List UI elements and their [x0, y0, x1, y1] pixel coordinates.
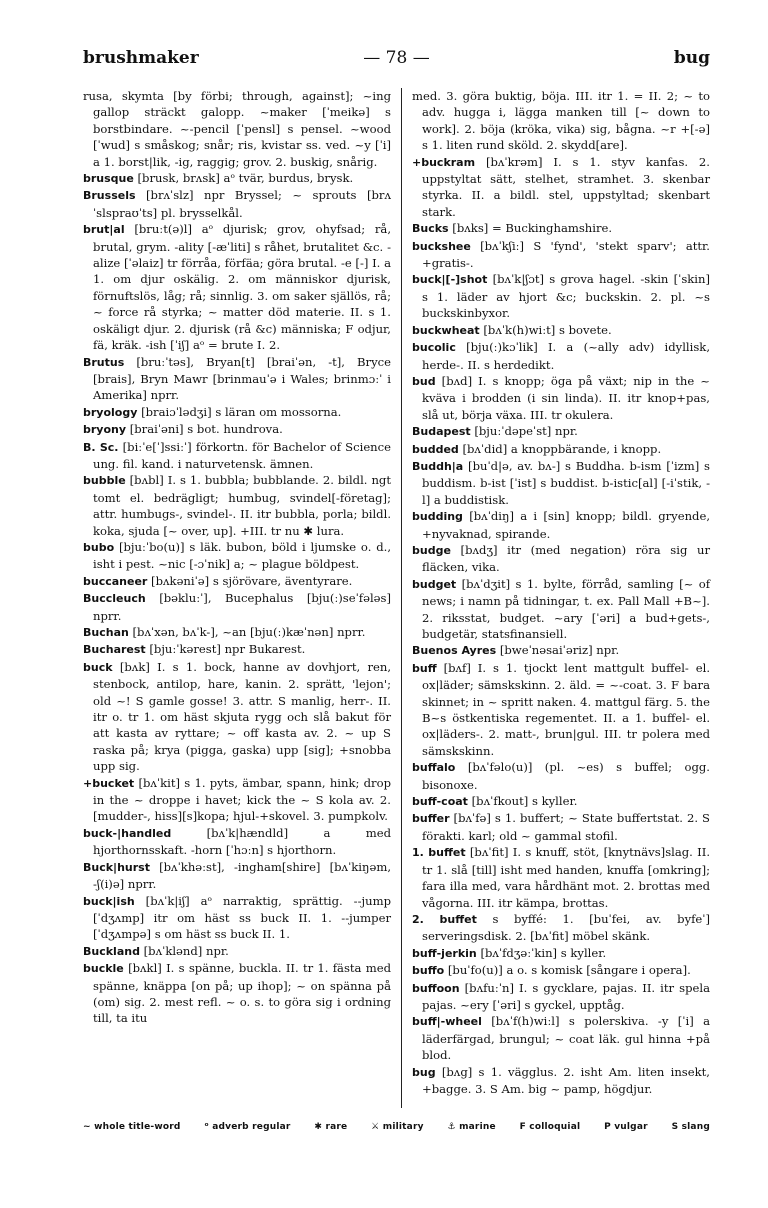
right-column: [412, 88, 710, 1097]
entry-definition: [bjuːˈdəpeˈst] npr.: [474, 424, 578, 439]
entry-definition: [bʌˈk|hændld] a med hjorthornsskaft. -horn [ˈhɔːn] s hjorthorn.: [93, 825, 392, 858]
dictionary-entry: [412, 759, 710, 793]
headword: 1. buffet: [412, 846, 466, 860]
page-header: [83, 48, 710, 74]
headword: buffer: [412, 812, 450, 826]
entry-definition: [bju(ː)kɔˈlik] I. a (~ally adv) idyllisk, herde-. II. s herdedikt.: [422, 340, 711, 372]
headword: Buck|hurst: [83, 860, 150, 874]
headword: Brutus: [83, 355, 125, 369]
dictionary-entry: [412, 238, 710, 272]
entry-definition: [bʌˈkrəm] I. s 1. styv kanfas. 2. uppstyltat sätt, stelhet, stramhet. 3. skenbar styrka. II. a bildl. stel, uppstyltad; skenbart stark.: [422, 154, 710, 219]
headword: Buddh|a: [412, 459, 464, 473]
entry-definition: [bʌˈfit] I. s knuff, stöt, [knytnävs]slag. II. tr 1. slå [till] isht med handen, knuffa [omkring]; fara illa med, vara hårdhänt mot. 2. brottas med vågorna. III. itr kämpa, brottas.: [422, 845, 710, 910]
dictionary-entry: [83, 641, 391, 658]
headword: buffalo: [412, 761, 456, 775]
headword: buff: [412, 661, 437, 675]
entry-definition: [bʌd] I. s knopp; öga på växt; nip in the ~ kväva i brodden (i sin linda). II. itr knop+pas, slå ut, börja växa. III. tr okulera.: [422, 373, 710, 422]
entry-definition: [biːˈe[ˈ]ssiːˈ] förkortn. för Bachelor of Science ung. fil. kand. i naturvetensk. ämnen.: [93, 439, 392, 471]
entry-definition: [bʌdʒ] itr (med negation) röra sig ur fläcken, vika.: [422, 542, 710, 575]
header-guide-word-right: bug: [673, 48, 710, 68]
page-number: — 78 —: [363, 48, 430, 68]
entry-definition: [bʌˈkʃiː] S 'fynd', 'stekt sparv'; attr. +gratis-.: [422, 238, 710, 271]
entry-definition: [bʌˈdʒit] s 1. bylte, förråd, samling [~ of news; i namn på tidningar, t. ex. Pall Mall +B~]. 2. riksstat, budget. ~ary [ˈəri] a bud+gets-, budgetär, statsfinansiell.: [422, 576, 710, 641]
headword: B. Sc.: [83, 440, 119, 454]
headword: bud: [412, 374, 436, 388]
dictionary-entry: [412, 373, 710, 423]
dictionary-entry: [83, 960, 391, 1027]
left-column: [83, 88, 391, 1027]
headword: buckwheat: [412, 323, 480, 337]
headword: budded: [412, 442, 459, 456]
headword: budget: [412, 577, 457, 591]
entry-definition: [bʌˈklənd] npr.: [143, 943, 229, 958]
dictionary-entry: [412, 322, 710, 339]
dictionary-entry: [83, 170, 391, 187]
headword: +buckram: [412, 155, 476, 169]
dictionary-entry: [412, 844, 710, 911]
headword: buffoon: [412, 981, 460, 995]
headword: bubble: [83, 474, 126, 488]
dictionary-entry: [412, 945, 710, 962]
dictionary-entry: [83, 88, 391, 170]
headword: Buchan: [83, 626, 129, 639]
legend-item: S slang: [671, 1122, 710, 1132]
dictionary-entry: [412, 423, 710, 440]
dictionary-entry: [83, 472, 391, 539]
entry-definition: [bʌkl] I. s spänne, buckla. II. tr 1. fästa med spänne, knäppa [on på; up ihop]; ~ on spänna på (om) sig. 2. mest refl. ~ o. s. to göra sig i ordning till, ta itu: [93, 961, 392, 1026]
entry-definition: [bʌˈk(h)wiːt] s bovete.: [483, 322, 612, 337]
dictionary-entry: [83, 943, 391, 960]
entry-definition: [bʌˈkhəːst], -ingham[shire] [bʌˈkiŋəm, -ʃ(i)ə] nprr.: [93, 859, 392, 892]
legend-item: ✱ rare: [314, 1122, 348, 1132]
dictionary-entry: [412, 962, 710, 979]
headword: buff-coat: [412, 795, 468, 809]
headword: buckshee: [412, 239, 471, 253]
dictionary-entry: [412, 220, 710, 237]
entry-definition: [bʌkəniˈə] s sjörövare, äventyrare.: [151, 573, 353, 588]
dictionary-entry: [412, 660, 710, 759]
entry-definition: [bʌˈfəlo(u)] (pl. ~es) s buffel; ogg. bisonoxe.: [422, 760, 710, 792]
entry-definition: [bʌˈxən, bʌˈk-], ~an [bju(ː)kæˈnən] nprr.: [132, 625, 366, 639]
dictionary-entry: [83, 573, 391, 590]
entry-definition: rusa, skymta [by förbi; through, against]; ~ing gallop sträckt galopp. ~maker [ˈmeikə] s borstbindare. ~-pencil [ˈpensl] s pensel. ~wood [ˈwud] s småskog; snår; ris, kvistar ss. ved. ~y [ˈi] a 1. borst|lik, -ig, raggig; grov. 2. buskig, snårig.: [83, 89, 391, 169]
legend-item: ~ whole title-word: [83, 1122, 181, 1132]
headword: bug: [412, 1065, 436, 1079]
entry-definition: [bʌˈf(h)wiːl] s polerskiva. -y [ˈi] a läderfärgad, brungul; ~ coat läk. gul hinna +på blod.: [422, 1014, 710, 1063]
dictionary-entry: [83, 221, 391, 353]
headword: bucolic: [412, 341, 456, 355]
entry-definition: [bʌk] I. s 1. bock, hanne av dovhjort, ren, stenbock, antilop, hare, kanin. 2. sprätt, 'lejon'; old ~! S gamle gosse! 3. attr. S manlig, herr-. II. itr o. tr 1. om häst skjuta rygg och slå bakut för att kasta av ryttare; ~ off kasta av. 2. ~ up S raska på; krya (pigga, gaska) upp [sig]; +snobba upp sig.: [93, 659, 392, 774]
dictionary-entry: [412, 980, 710, 1014]
entry-definition: [bʌˈkit] s 1. pyts, ämbar, spann, hink; drop in the ~ droppe i havet; kick the ~ S kola av. 2. [mudder-, hiss][s]kopa; hjul-+skovel. 3. pumpkolv.: [93, 775, 391, 824]
entry-definition: [bʌg] s 1. vägglus. 2. isht Am. liten insekt, +bagge. 3. S Am. big ~ pamp, högdjur.: [422, 1064, 710, 1096]
headword: Buckland: [83, 944, 140, 958]
entry-definition: [bʌˈfə] s 1. buffert; ~ State buffertstat. 2. S förakti. karl; old ~ gammal stofil.: [422, 811, 711, 843]
entry-definition: [braiˈəni] s bot. hundrova.: [129, 422, 283, 437]
dictionary-entry: [83, 187, 391, 221]
entry-definition: [bʌˈdiŋ] a i [sin] knopp; bildl. gryende, +nyvaknad, spirande.: [422, 509, 711, 541]
dictionary-entry: [83, 859, 391, 893]
entry-definition: [brusk, brʌsk] aᵒ tvär, burdus, brysk.: [137, 171, 354, 186]
legend-item: ᵒ adverb regular: [204, 1122, 291, 1132]
headword: buck|ish: [83, 894, 135, 908]
entry-definition: s byffé: 1. [buˈfei, av. byfeˈ] serveringsdisk. 2. [bʌˈfit] möbel skänk.: [422, 911, 711, 944]
dictionary-entry: [83, 775, 391, 825]
dictionary-entry: [83, 439, 391, 473]
entry-definition: [braiɔˈlədʒi] s läran om mossorna.: [141, 404, 342, 419]
dictionary-entry: [83, 624, 391, 641]
headword: buffo: [412, 964, 445, 978]
dictionary-entry: [83, 421, 391, 438]
headword: budding: [412, 510, 463, 524]
dictionary-entry: [412, 642, 710, 659]
headword: buff-jerkin: [412, 946, 477, 960]
dictionary-entry: [412, 458, 710, 508]
entry-definition: [bʌˈk|ʃɔt] s grova hagel. -skin [ˈskin] s 1. läder av hjort &c; buckskin. 2. pl. ~s buckskinbyxor.: [422, 272, 711, 321]
entry-definition: med. 3. göra buktig, böja. III. itr 1. = II. 2; ~ to adv. hugga i, lägga manken till [~ down to work]. 2. böja (kröka, vika) sig, bågna. ~r +[-ə] s 1. liten rund sköld. 2. skydd[are].: [412, 89, 710, 153]
headword: buff|-wheel: [412, 1015, 482, 1029]
entry-definition: [bweˈnəsaiˈəriz] npr.: [499, 643, 620, 658]
dictionary-entry: [83, 404, 391, 421]
headword: Buenos Ayres: [412, 644, 497, 658]
dictionary-entry: [83, 539, 391, 573]
entry-definition: [bʌfuːˈn] I. s gycklare, pajas. II. itr spela pajas. ~ery [ˈəri] s gyckel, upptåg.: [422, 980, 710, 1012]
dictionary-entry: [412, 911, 710, 945]
headword: buck-|handled: [83, 826, 172, 840]
entry-definition: [bʌbl] I. s 1. bubbla; bubblande. 2. bildl. ngt tomt el. bedrägligt; humbug, svindel[-företag]; attr. humbugs-, svindel-. II. itr bubbla, porla; bildl. koka, sjuda [~ over, up]. +III. tr nu ✱ lura.: [93, 473, 391, 538]
dictionary-entry: [412, 810, 710, 844]
headword: Brussels: [83, 189, 136, 203]
headword: bubo: [83, 540, 115, 554]
headword: Buccleuch: [83, 592, 146, 606]
dictionary-entry: [412, 542, 710, 576]
dictionary-entry: [412, 271, 710, 321]
headword: buck: [83, 660, 113, 674]
entry-definition: [bruːˈtəs], Bryan[t] [braiˈən, -t], Bryce [brais], Bryn Mawr [brinmauˈə i Wales; brinmɔːˈ i Amerika] nprr.: [93, 354, 391, 403]
header-guide-word-left: brushmaker: [83, 48, 199, 68]
headword: Bucks: [412, 222, 449, 236]
dictionary-entry: [412, 576, 710, 643]
headword: budge: [412, 543, 451, 557]
entry-definition: [bʌˈfkout] s kyller.: [471, 794, 578, 809]
legend-item: ⚔ military: [371, 1122, 424, 1132]
headword: brut|al: [83, 223, 125, 237]
entry-definition: [bʌˈk|iʃ] aᵒ narraktig, sprättig. --jump [ˈdʒʌmp] itr om häst ss buck II. 1. --jumper [ˈdʒʌmpə] s om häst ss buck II. 1.: [93, 893, 391, 942]
dictionary-entry: [412, 1064, 710, 1098]
dictionary-entry: [83, 893, 391, 943]
entry-definition: [buˈfo(u)] a o. s komisk [sångare i opera].: [447, 963, 691, 978]
entry-definition: [bʌf] I. s 1. tjockt lent mattgult buffel- el. ox|läder; sämskskinn. 2. äld. = ~-coat. 3. F bara skinnet; in ~ spritt naken. 4. mattgul färg. 5. the B~s östkentiska regementet. II. a 1. buffel- el. ox|läders-. 2. matt-, brun|gul. III. tr polera med sämskskinn.: [422, 660, 710, 758]
entry-definition: [bəkluːˈ], Bucephalus [bju(ː)seˈfələs] nprr.: [93, 591, 391, 623]
legend-item: ⚓ marine: [447, 1122, 496, 1132]
entry-definition: [bruːt(ə)l] aᵒ djurisk; grov, ohyfsad; rå, brutal, grym. -ality [-æˈliti] s råhet, brutalitet &c. -alize [ˈəlaiz] tr förråa, förfäa; göra brutal. -e [-] I. a 1. om djur oskälig. 2. om människor djurisk, förnuftslös, låg; rå; sinnlig. 3. om saker själlös, rå; ~ force rå styrka; ~ matter död materie. II. s 1. oskäligt djur. 2. djurisk (rå &c) människa; F odjur, fä, kräk. -ish [ˈiʃ] aᵒ = brute I. 2.: [93, 222, 392, 353]
headword: bryony: [83, 423, 127, 437]
headword: bryology: [83, 405, 138, 419]
dictionary-entry: [412, 793, 710, 810]
dictionary-entry: [412, 1013, 710, 1063]
headword: +bucket: [83, 776, 135, 790]
dictionary-entry: [412, 339, 710, 373]
entry-definition: [bʌˈfdʒəːˈkin] s kyller.: [480, 945, 607, 960]
entry-definition: [bʌks] = Buckinghamshire.: [452, 221, 613, 236]
dictionary-entry: [83, 825, 391, 859]
entry-definition: [bjuːˈbo(u)] s läk. bubon, böld i ljumske o. d., isht i pest. ~nic [-ɔˈnik] a; ~ plague böldpest.: [93, 539, 391, 572]
legend-item: P vulgar: [604, 1122, 648, 1132]
dictionary-entry: [412, 508, 710, 542]
dictionary-entry: [412, 441, 710, 458]
dictionary-entry: [83, 354, 391, 404]
entry-definition: [buˈd|ə, av. bʌ-] s Buddha. b-ism [ˈizm] s buddism. b-ist [ˈist] s buddist. b-istic[al] [-iˈstik, -l] a buddistisk.: [422, 458, 711, 507]
headword: buckle: [83, 962, 124, 976]
dictionary-entry: [83, 659, 391, 775]
headword: brusque: [83, 172, 134, 186]
dictionary-entry: [412, 154, 710, 221]
headword: Budapest: [412, 425, 471, 439]
headword: buck|[-]shot: [412, 273, 488, 287]
entry-definition: [brʌˈslz] npr Bryssel; ~ sprouts [brʌˈslspraʊˈts] pl. brysselkål.: [93, 188, 392, 220]
column-divider: [401, 88, 402, 1108]
entry-definition: [bjuːˈkərest] npr Bukarest.: [149, 642, 306, 657]
entry-definition: [bʌˈdid] a knoppbärande, i knopp.: [462, 441, 662, 456]
dictionary-entry: [83, 590, 391, 624]
legend-footer: [83, 1122, 710, 1132]
headword: 2. buffet: [412, 912, 477, 926]
headword: Bucharest: [83, 643, 146, 657]
legend-item: F colloquial: [519, 1122, 581, 1132]
dictionary-entry: [412, 88, 710, 154]
headword: buccaneer: [83, 574, 148, 588]
